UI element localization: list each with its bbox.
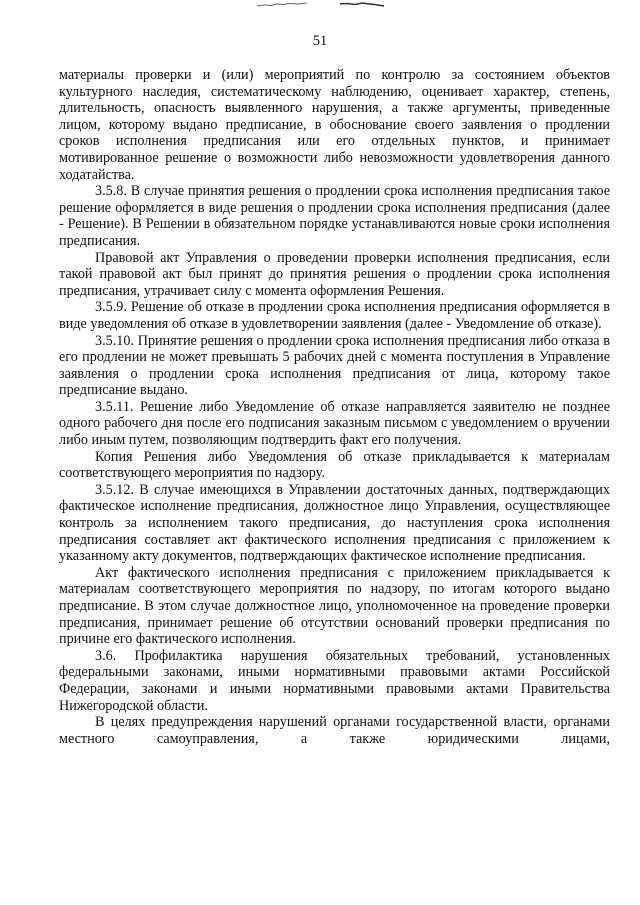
paragraph-3-5-8: 3.5.8. В случае принятия решения о продлении срока исполнения предписания такое решение оформляется в виде решения о продлении срока исполнения предписания (далее - Решение). В Решении в обязательном порядке устанавливаются новые сроки исполнения предписания. (59, 183, 610, 249)
page-number: 51 (312, 33, 328, 49)
scan-artifact-right (340, 2, 384, 7)
paragraph-3-5-11: 3.5.11. Решение либо Уведомление об отказе направляется заявителю не позднее одного рабочего дня после его подписания заказным письмом с уведомлением о вручении либо иным путем, позволяющим подтвердить факт его получения. (59, 398, 610, 449)
paragraph-execution-act: Акт фактического исполнения предписания с приложением прикладывается к материалам соответствующего мероприятия по надзору, по итогам которого выдано предписание. В этом случае должностное лицо, уполномоченное на проведение проверки предписания, принимает решение об отсутствии оснований проверки предписания по причине его фактического исполнения. (59, 564, 610, 648)
paragraph-3-5-9: 3.5.9. Решение об отказе в продлении срока исполнения предписания оформляется в виде уведомления об отказе в удовлетворении заявления (далее - Уведомление об отказе). (59, 299, 610, 332)
paragraph-3-6: 3.6. Профилактика нарушения обязательных требований, установленных федеральными законами, иными нормативными правовыми актами Российской Федерации, законами и иными нормативными правовыми актами Правительства Нижегородской области. (59, 647, 610, 714)
paragraph-prevention: В целях предупреждения нарушений органами государственной власти, органами местного самоуправления, а также юридическими лицами, (59, 714, 610, 747)
paragraph-copy-decision: Копия Решения либо Уведомления об отказе прикладывается к материалам соответствующего мероприятия по надзору. (59, 448, 610, 482)
paragraph-3-5-12: 3.5.12. В случае имеющихся в Управлении достаточных данных, подтверждающих фактическое исполнение предписания, должностное лицо Управления, осуществляющее контроль за исполнением такого предписания, до наступления срока исполнения предписания составляет акт фактического исполнения предписания с приложением к указанному акту документов, подтверждающих фактическое исполнение предписания. (59, 481, 610, 565)
paragraph-legal-act: Правовой акт Управления о проведении проверки исполнения предписания, если такой правовой акт был принят до принятия решения о продлении срока исполнения предписания, утрачивает силу с момента оформления Решения. (59, 249, 610, 299)
paragraph-continuation: материалы проверки и (или) мероприятий по контролю за состоянием объектов культурного наследия, систематическому наблюдению, оценивает характер, степень, длительность, опасность выявленного нарушения, а также аргументы, приведенные лицом, которому выдано предписание, в обоснование своего заявления о продлении сроков исполнения предписания или его отдельных пунктов, и принимает мотивированное решение о возможности либо невозможности удовлетворения данного ходатайства. (59, 67, 610, 183)
scan-artifact-left (257, 2, 307, 7)
paragraph-3-5-10: 3.5.10. Принятие решения о продлении срока исполнения предписания либо отказа в его продлении не может превышать 5 рабочих дней с момента поступления в Управление заявления о продлении срока исполнения предписания от лица, которому такое предписание выдано. (59, 332, 610, 399)
document-body (59, 67, 610, 747)
